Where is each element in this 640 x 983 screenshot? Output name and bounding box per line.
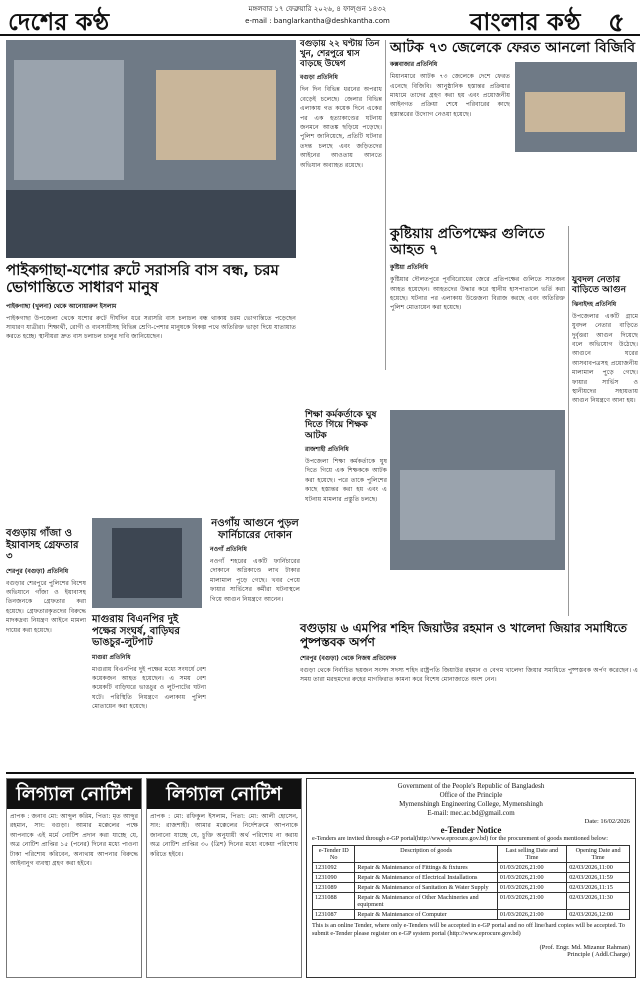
tribute-photo xyxy=(390,410,565,570)
page-number: ৫ xyxy=(608,8,625,38)
article-body: কুষ্টিয়ার দৌলতপুরে পূর্ববিরোধের জেরে প্রতিপক্ষের গুলিতে সাতজন আহত হয়েছেন। আহতদের উদ্ধার করে স্থানীয় হাসপাতালে ভর্তি করা হয়েছে। ঘটনার পর এলাকায় উত্তেজনা বিরাজ করছে এবং অতিরিক্ত পুলিশ মোতায়েন করা হয়েছে। xyxy=(390,276,565,312)
article-byline: শেরপুর (বগুড়া) থেকে নিজস্ব প্রতিবেদক xyxy=(300,654,397,662)
cell: Repair & Maintenance of Electrical Installations xyxy=(355,873,497,883)
article-title: বগুড়ায় ৬ এমপির শহিদ জিয়াউর রহমান ও খালেদা জিয়ার সমাধিতে পুষ্পস্তবক অর্পণ xyxy=(300,621,627,649)
cell: 02/03/2026,11:15 xyxy=(567,883,630,893)
cell: 1231088 xyxy=(313,893,355,910)
article-byline: কক্সবাজার প্রতিনিধি xyxy=(390,61,438,69)
header-meta xyxy=(215,3,420,27)
article-body: দিন দিন বিভিন্ন ধরনের অপরাধ বেড়েই চলেছে। জেলার বিভিন্ন এলাকায় গত কয়েক দিনে একের পর এক হত্যাকাণ্ডের ঘটনায় জনমনে আতঙ্ক ছড়িয়ে পড়েছে। পুলিশ জানিয়েছে, প্রতিটি ঘটনার তদন্ত চলছে এবং জড়িতদের আইনের আওতায় আনতে অভিযান অব্যাহত রয়েছে। xyxy=(300,86,382,169)
tender-office: Office of the Principle xyxy=(439,791,503,799)
article-ganja xyxy=(6,528,86,768)
article-byline: শেরপুর (বগুড়া) প্রতিনিধি xyxy=(6,567,69,575)
tender-email: E-mail: mec.ac.bd@gmail.com xyxy=(427,809,515,817)
article-title: বগুড়ায় ২২ ঘণ্টায় তিন খুন, শেরপুরে শ্বাস বাড়ছে উদ্বেগ xyxy=(300,39,380,69)
cell: Repair & Maintenance of Fittings & fixtures xyxy=(355,863,497,873)
article-tribute xyxy=(300,622,638,768)
tender-notice xyxy=(306,778,636,978)
fishermen-photo xyxy=(515,62,637,152)
page-header xyxy=(0,0,640,36)
article-body: মিয়ানমারে আটক ৭৩ জেলেকে দেশে ফেরত এনেছে বিজিবি। আনুষ্ঠানিক হস্তান্তর প্রক্রিয়ার মাধ্যমে তাদের গ্রহণ করা হয় এবং প্রয়োজনীয় আইনগত প্রক্রিয়া শেষে পরিবারের কাছে হস্তান্তরের উদ্যোগ নেওয়া হয়েছে। xyxy=(390,73,510,118)
cell: 02/03/2026,11:30 xyxy=(567,893,630,910)
col-desc: Description of goods xyxy=(355,846,497,863)
tender-title: e-Tender Notice xyxy=(440,825,502,835)
divider xyxy=(385,40,386,370)
cell: 01/03/2026,21:00 xyxy=(497,863,566,873)
col-last-selling: Last selling Date and Time xyxy=(497,846,566,863)
article-body: উপজেলার একটি গ্রামে যুবদল নেতার বাড়িতে দুর্বৃত্তরা আগুন দিয়েছে বলে অভিযোগ উঠেছে। আগুনে ঘরের আসবাবপত্রসহ প্রয়োজনীয় মালামাল পুড়ে গেছে। ফায়ার সার্ভিস ও স্থানীয়দের সহায়তায় আগুন নিয়ন্ত্রণে আনা হয়। xyxy=(572,312,638,405)
article-body: উপজেলা শিক্ষা কর্মকর্তাকে ঘুষ দিতে গিয়ে এক শিক্ষককে আটক করা হয়েছে। পরে তাকে পুলিশের কাছে হস্তান্তর করা হয় এবং এ ঘটনায় মামলার প্রস্তুতি চলছে। xyxy=(305,458,387,503)
signatory-name: (Prof. Engr. Md. Mizanur Rahman) xyxy=(539,944,630,951)
cell: Repair & Maintenance of Other Machineries and equipment xyxy=(355,893,497,910)
article-byline: ঝিনাইদহ প্রতিনিধি xyxy=(572,300,617,308)
table-row xyxy=(313,883,630,893)
article-fire-shop xyxy=(210,518,300,758)
article-byline: বগুড়া প্রতিনিধি xyxy=(300,74,338,82)
article-body: মাগুরায় বিএনপির দুই পক্ষের মধ্যে সংঘর্ষে বেশ কয়েকজন আহত হয়েছেন। এ সময় বেশ কয়েকটি বাড়িঘরে ভাঙচুর ও লুটপাটের ঘটনা ঘটে। পরিস্থিতি নিয়ন্ত্রণে এলাকায় পুলিশ মোতায়েন করা হয়েছে। xyxy=(92,665,206,711)
cell: 01/03/2026,21:00 xyxy=(497,883,566,893)
cell: 01/03/2026,21:00 xyxy=(497,873,566,883)
article-byline: রাজশাহী প্রতিনিধি xyxy=(305,446,349,454)
cell: 1231092 xyxy=(313,863,355,873)
table-row xyxy=(313,873,630,883)
article-murder xyxy=(300,40,382,370)
cell: 1231089 xyxy=(313,883,355,893)
article-title: নওগাঁয় আগুনে পুড়ল ফার্নিচারের দোকান xyxy=(211,518,299,541)
article-byline: নওগাঁ প্রতিনিধি xyxy=(210,546,247,553)
notice-body: প্রাপক : মো: রফিকুল ইসলাম, পিতা: মো: আলী হোসেন, সাং: রাজশাহী। আমার মক্কেলের নির্দেশক্রমে আপনাকে জানানো যাচ্ছে যে, চুক্তি অনুযায়ী অর্থ পরিশোধ না করায় অত্র নোটিশ প্রাপ্তির ৩০ (ত্রিশ) দিনের মধ্যে বকেয়া পরিশোধ করিতে হইবে। xyxy=(150,813,298,858)
legal-notice-1 xyxy=(6,778,142,978)
notice-body: প্রাপক : জনাব মো: আব্দুল করিম, পিতা: মৃত আব্দুর রহমান, সাং: বগুড়া। আমার মক্কেলের পক্ষে আপনাকে এই মর্মে নোটিশ প্রদান করা যাচ্ছে যে, অত্র নোটিশ প্রাপ্তির ১৫ (পনের) দিনের মধ্যে পাওনা টাকা পরিশোধ করিবেন, অন্যথায় আপনার বিরুদ্ধে আইনানুগ ব্যবস্থা গ্রহণ করা হইবে। xyxy=(10,813,138,868)
article-title: বগুড়ায় গাঁজা ও ইয়াবাসহ গ্রেফতার ৩ xyxy=(6,528,79,562)
article-body: পাইকগাছা উপজেলা থেকে যশোর রুটে দীর্ঘদিন ধরে সরাসরি বাস চলাচল বন্ধ থাকায় চরম ভোগান্তিতে পড়েছেন সাধারণ যাত্রীরা। শিক্ষার্থী, রোগী ও ব্যবসায়ীসহ বিভিন্ন শ্রেণি-পেশার মানুষকে বিকল্প পথে অতিরিক্ত ভাড়া দিয়ে যাতায়াত করতে হচ্ছে। স্থানীয়রা দ্রুত বাস চলাচল চালুর দাবি জানিয়েছেন। xyxy=(6,314,296,341)
article-body: বগুড়ার শেরপুরে পুলিশের বিশেষ অভিযানে গাঁজা ও ইয়াবাসহ তিনজনকে গ্রেফতার করা হয়েছে। গ্রেফতারকৃতদের বিরুদ্ধে মাদকদ্রব্য নিয়ন্ত্রণ আইনে মামলা দায়ের করা হয়েছে। xyxy=(6,579,86,634)
tender-table xyxy=(312,845,630,920)
header-email: e-mail : banglarkantha@deshkantha.com xyxy=(245,17,390,25)
article-magura xyxy=(92,614,206,768)
divider xyxy=(6,772,634,774)
table-row xyxy=(313,910,630,920)
cell: Repair & Maintenance of Sanitation & Water Supply xyxy=(355,883,497,893)
tender-institution: Mymenshingh Engineering College, Mymenshingh xyxy=(399,800,543,808)
tender-date: Date: 16/02/2026 xyxy=(584,818,630,825)
article-byline: মাগুরা প্রতিনিধি xyxy=(92,653,131,661)
cell: 01/03/2026,21:00 xyxy=(497,893,566,910)
article-bus xyxy=(6,262,296,524)
cell: Repair & Maintenance of Computer xyxy=(355,910,497,920)
section-title-right: বাংলার কণ্ঠ xyxy=(470,8,581,36)
tender-footer: This is an online Tender, where only e-Tenders will be accepted in e-GP portal and no off line/hard copies will be accepted. To submit e-Tender please register on e-GP system portal (http://www.eprocure.gov.bd) xyxy=(312,922,625,937)
tender-intro: e-Tenders are invited through e-GP portal(http://www.eprocure.gov.bd) for the procurement of goods mentioned below: xyxy=(312,835,608,842)
notice-heading: লিগ্যাল নোটিশ xyxy=(147,779,301,809)
fire-photo xyxy=(92,518,202,608)
section-title-left: দেশের কণ্ঠ xyxy=(8,8,110,36)
article-youth-leader xyxy=(572,275,638,615)
legal-notice-2 xyxy=(146,778,302,978)
cell: 02/03/2026,12:00 xyxy=(567,910,630,920)
cell: 1231090 xyxy=(313,873,355,883)
cell: 02/03/2026,11:59 xyxy=(567,873,630,883)
article-byline: কুষ্টিয়া প্রতিনিধি xyxy=(390,264,428,272)
col-opening: Opening Date and Time xyxy=(567,846,630,863)
cell: 02/03/2026,11:00 xyxy=(567,863,630,873)
article-title: আটক ৭৩ জেলেকে ফেরত আনলো বিজিবি xyxy=(390,40,636,56)
article-byline: পাইকগাছা (খুলনা) থেকে আনোয়ারুল ইসলাম xyxy=(6,302,117,310)
tender-gov: Government of the People's Republic of Bangladesh xyxy=(397,782,545,790)
bus-photo xyxy=(6,40,296,258)
divider xyxy=(568,226,569,616)
article-kushtia xyxy=(390,226,565,406)
table-row xyxy=(313,863,630,873)
cell: 1231087 xyxy=(313,910,355,920)
article-body: বগুড়া থেকে নির্বাচিত ছয়জন সংসদ সদস্য শহিদ রাষ্ট্রপতি জিয়াউর রহমান ও বেগম খালেদা জিয়ার সমাধিতে পুষ্পস্তবক অর্পণ করেছেন। এ সময় তারা মরহুমদের রুহের মাগফিরাত কামনা করে বিশেষ মোনাজাতে অংশ নেন। xyxy=(300,666,638,683)
article-teacher xyxy=(305,410,387,620)
article-title: পাইকগাছা-যশোর রুটে সরাসরি বাস বন্ধ, চরম ভোগান্তিতে সাধারণ মানুষ xyxy=(6,261,279,297)
article-title: যুবদল নেতার বাড়িতে আগুন xyxy=(572,275,626,296)
col-id: e-Tender ID No xyxy=(313,846,355,863)
table-row xyxy=(313,893,630,910)
cell: 01/03/2026,21:00 xyxy=(497,910,566,920)
notice-heading: লিগ্যাল নোটিশ xyxy=(7,779,141,809)
tender-header-row xyxy=(313,846,630,863)
signatory-title: Principle ( Addl.Charge) xyxy=(567,951,630,958)
header-date: মঙ্গলবার ১৭ ফেব্রুয়ারি ২০২৬, ৪ ফাল্গুন ১৪৩২ xyxy=(248,5,387,13)
article-title: শিক্ষা কর্মকর্তাকে ঘুষ দিতে গিয়ে শিক্ষক আটক xyxy=(305,410,377,441)
article-title: কুষ্টিয়ায় প্রতিপক্ষের গুলিতে আহত ৭ xyxy=(390,226,545,259)
article-title: মাগুরায় বিএনপির দুই পক্ষের সংঘর্ষ, বাড়িঘর ভাঙচুর-লুটপাট xyxy=(92,614,180,648)
article-body: নওগাঁ শহরের একটি ফার্নিচারের দোকানে অগ্নিকাণ্ডে লাখ টাকার মালামাল পুড়ে গেছে। খবর পেয়ে ফায়ার সার্ভিসের কর্মীরা ঘটনাস্থলে গিয়ে আগুন নিয়ন্ত্রণে আনেন। xyxy=(210,558,300,603)
